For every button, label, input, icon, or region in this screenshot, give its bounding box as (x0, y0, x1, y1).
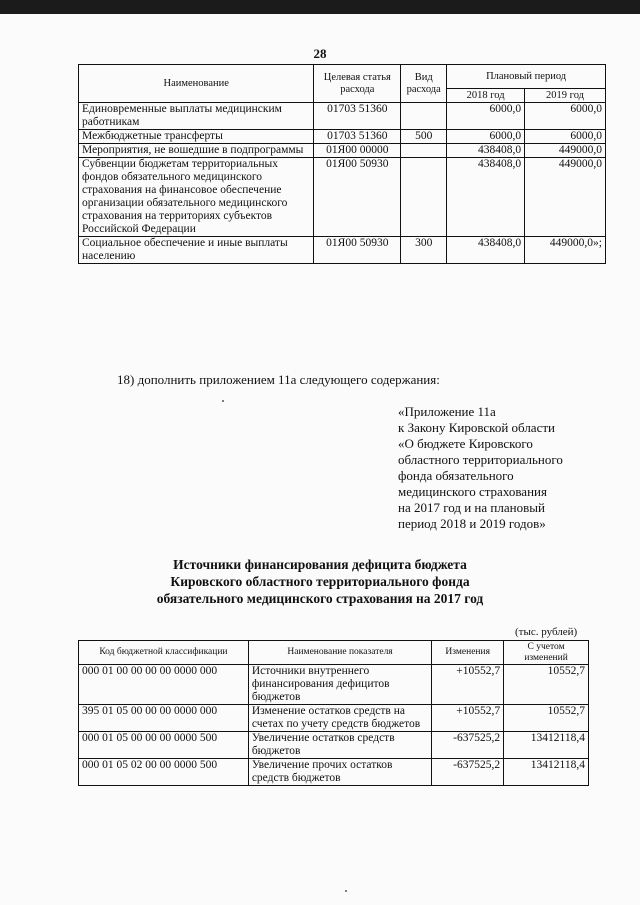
row-kind (401, 144, 447, 158)
appendix-line: «О бюджете Кировского (398, 436, 533, 451)
financing-sources-table (78, 640, 589, 786)
row-total: 10552,7 (504, 665, 589, 705)
row-target: 01Я00 50930 (314, 237, 401, 264)
row-2018: 6000,0 (447, 103, 525, 130)
col-header-2018: 2018 год (447, 89, 525, 103)
units-label: (тыс. рублей) (515, 626, 578, 638)
row-indicator: Увеличение прочих остатков средств бюджетов (248, 759, 431, 786)
row-name: Межбюджетные трансферты (79, 130, 314, 144)
row-2019: 6000,0 (525, 130, 606, 144)
table-row (79, 732, 589, 759)
appendix-line: период 2018 и 2019 годов» (398, 516, 546, 531)
expenses-table (78, 64, 606, 264)
row-2019: 449000,0 (525, 158, 606, 237)
row-code: 395 01 05 00 00 00 0000 000 (79, 705, 249, 732)
row-2019: 449000,0»; (525, 237, 606, 264)
row-name: Социальное обеспечение и иные выплаты населению (79, 237, 314, 264)
row-total: 13412118,4 (504, 732, 589, 759)
row-2019: 6000,0 (525, 103, 606, 130)
amendment-paragraph: 18) дополнить приложением 11а следующего содержания: (117, 372, 440, 387)
col-header-period: Плановый период (447, 65, 606, 89)
table-row (79, 158, 606, 237)
appendix-line: к Закону Кировской области (398, 420, 555, 435)
col-header-total: С учетом изменений (504, 641, 589, 665)
row-name: Мероприятия, не вошедшие в подпрограммы (79, 144, 314, 158)
row-code: 000 01 05 00 00 00 0000 500 (79, 732, 249, 759)
row-total: 10552,7 (504, 705, 589, 732)
row-2018: 438408,0 (447, 237, 525, 264)
row-kind: 500 (401, 130, 447, 144)
appendix-line: на 2017 год и на плановый (398, 500, 545, 515)
heading-line: Источники финансирования дефицита бюджета (173, 557, 467, 572)
col-header-target: Целевая статья расхода (314, 65, 401, 103)
row-target: 01Я00 00000 (314, 144, 401, 158)
table-row (79, 237, 606, 264)
table-row (79, 144, 606, 158)
col-header-code: Код бюджетной классификации (79, 641, 249, 665)
col-header-indicator: Наименование показателя (248, 641, 431, 665)
table-row (79, 103, 606, 130)
row-target: 01703 51360 (314, 103, 401, 130)
row-change: +10552,7 (432, 665, 504, 705)
appendix-caption (398, 404, 623, 532)
row-2019: 449000,0 (525, 144, 606, 158)
col-header-change: Изменения (432, 641, 504, 665)
row-2018: 6000,0 (447, 130, 525, 144)
col-header-kind: Вид расхода (401, 65, 447, 103)
row-change: -637525,2 (432, 759, 504, 786)
row-indicator: Изменение остатков средств на счетах по учету средств бюджетов (248, 705, 431, 732)
row-total: 13412118,4 (504, 759, 589, 786)
appendix-line: областного территориального (398, 452, 563, 467)
row-name: Единовременные выплаты медицинским работникам (79, 103, 314, 130)
row-code: 000 01 00 00 00 00 0000 000 (79, 665, 249, 705)
table-row (79, 759, 589, 786)
table-row (79, 665, 589, 705)
row-target: 01Я00 50930 (314, 158, 401, 237)
row-kind (401, 103, 447, 130)
appendix-line: «Приложение 11а (398, 404, 496, 419)
appendix-line: медицинского страхования (398, 484, 547, 499)
row-target: 01703 51360 (314, 130, 401, 144)
row-code: 000 01 05 02 00 00 0000 500 (79, 759, 249, 786)
row-change: +10552,7 (432, 705, 504, 732)
row-change: -637525,2 (432, 732, 504, 759)
col-header-2019: 2019 год (525, 89, 606, 103)
col-header-name: Наименование (79, 65, 314, 103)
row-indicator: Увеличение остатков средств бюджетов (248, 732, 431, 759)
heading-line: Кировского областного территориального фонда (170, 574, 470, 589)
page-number: 28 (313, 46, 327, 61)
row-kind: 300 (401, 237, 447, 264)
row-2018: 438408,0 (447, 158, 525, 237)
row-indicator: Источники внутреннего финансирования дефицитов бюджетов (248, 665, 431, 705)
section-heading (0, 556, 640, 607)
row-2018: 438408,0 (447, 144, 525, 158)
table-row (79, 705, 589, 732)
scan-speck (345, 890, 347, 892)
table-row (79, 130, 606, 144)
row-name: Субвенции бюджетам территориальных фондов обязательного медицинского страхования на финансовое обеспечение организации обязательного медицинского страхования на территориях субъектов Российской Федерации (79, 158, 314, 237)
scan-top-border (0, 0, 640, 14)
row-kind (401, 158, 447, 237)
scan-speck (222, 400, 224, 402)
appendix-line: фонда обязательного (398, 468, 514, 483)
heading-line: обязательного медицинского страхования на 2017 год (156, 591, 484, 606)
